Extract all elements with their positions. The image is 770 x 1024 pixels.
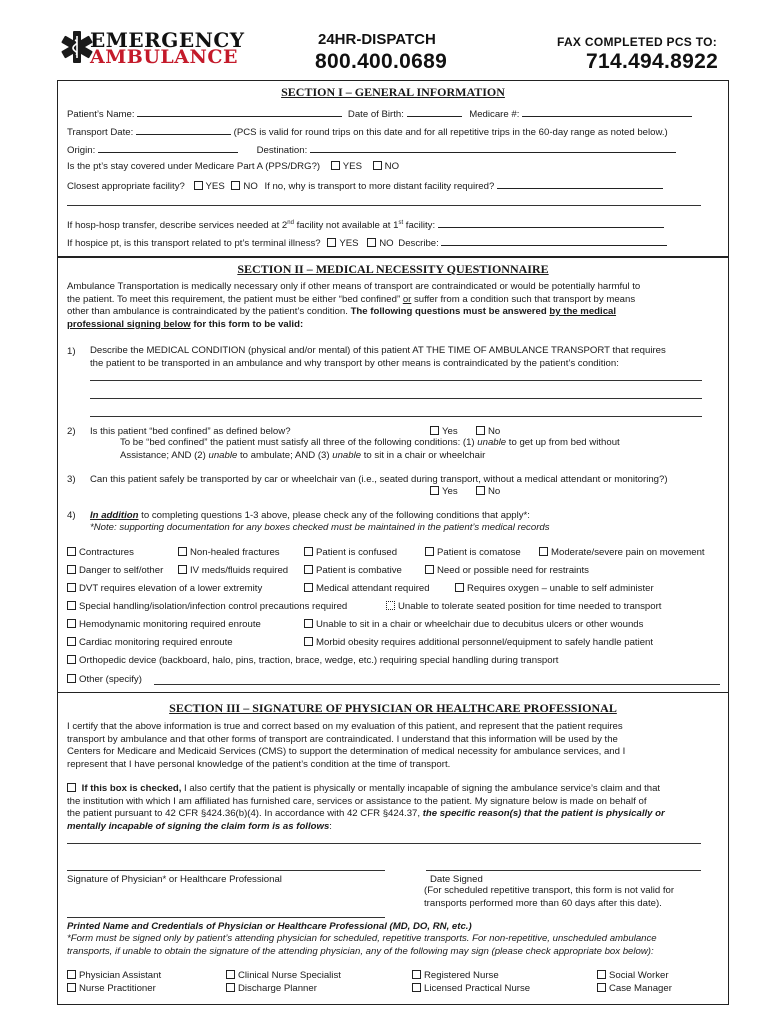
checkbox-icon — [67, 619, 76, 628]
intro-line-4: professional signing below for this form to be valid: — [67, 318, 304, 330]
cond-orthopedic[interactable]: Orthopedic device (backboard, halo, pins, traction, brace, wedge, etc.) requiring special handling during transport — [67, 655, 558, 666]
incapable-reason-line[interactable] — [67, 843, 701, 844]
dob-field[interactable] — [407, 107, 462, 117]
checkbox-icon — [304, 637, 313, 646]
printed-name-line[interactable] — [67, 917, 385, 918]
q4-number: 4) — [67, 510, 76, 521]
q2-text: Is this patient “bed confined” as defined below? — [90, 426, 291, 437]
closest-yes-checkbox[interactable]: YES — [194, 181, 225, 192]
checkbox-icon — [412, 983, 421, 992]
logo-text-bottom: AMBULANCE — [90, 46, 238, 68]
origin-destination-row — [67, 143, 676, 156]
section-1-general-information — [57, 80, 729, 258]
cond-obesity[interactable]: Morbid obesity requires additional personnel/equipment to safely handle patient — [304, 637, 653, 648]
checkbox-icon — [304, 547, 313, 556]
origin-field[interactable] — [98, 143, 238, 153]
checkbox-icon — [430, 486, 439, 495]
role-licensed-practical-nurse[interactable]: Licensed Practical Nurse — [412, 983, 530, 994]
checkbox-icon — [412, 970, 421, 979]
checkbox-icon — [304, 583, 313, 592]
destination-field[interactable] — [310, 143, 676, 153]
q1-answer-line-1[interactable] — [90, 380, 702, 381]
origin-label: Origin: — [67, 145, 96, 156]
checkbox-icon — [67, 637, 76, 646]
cond-dvt[interactable]: DVT requires elevation of a lower extremity — [67, 583, 262, 594]
transport-date-field[interactable] — [136, 125, 231, 135]
patient-name-field[interactable] — [137, 107, 342, 117]
transport-date-label: Transport Date: — [67, 127, 134, 138]
q3-number: 3) — [67, 474, 76, 485]
checkbox-icon — [67, 583, 76, 592]
patient-name-row — [67, 107, 692, 120]
incapable-certification: If this box is checked, I also certify that the patient is physically or mentally incapable of signing the ambulance service’s claim and that the institution with which I am affiliated has furnished care, services or assistance to the patient. My signature below is made on behalf of the patient pursuant to 42 CFR §424.36(b)(4). In accordance with 42 CFR §424.37, the specific reason(s) that the patient is physically or mentally incapable of signing the claim form is as follows: — [67, 783, 665, 832]
section-divider — [58, 256, 728, 257]
checkbox-icon — [304, 565, 313, 574]
cond-non-healed-fractures[interactable]: Non-healed fractures — [178, 547, 280, 558]
q3-yes-checkbox[interactable]: Yes — [430, 486, 458, 497]
q1-text: Describe the MEDICAL CONDITION (physical and/or mental) of this patient AT THE TIME OF AMBULANCE TRANSPORT that requires the patient to be transported in an ambulance and why transport by other means is contraindicated by the patient’s condition: — [90, 345, 666, 369]
cond-comatose[interactable]: Patient is comatose — [425, 547, 521, 558]
cond-seated-position[interactable]: Unable to tolerate seated position for time needed to transport — [386, 601, 661, 612]
destination-label: Destination: — [256, 145, 308, 156]
incapable-checkbox[interactable] — [67, 783, 76, 792]
checkbox-icon — [386, 601, 395, 610]
checkbox-icon — [67, 970, 76, 979]
checkbox-icon — [597, 970, 606, 979]
section-2-medical-necessity — [57, 256, 729, 693]
role-case-manager[interactable]: Case Manager — [597, 983, 672, 994]
part-a-no-checkbox[interactable]: NO — [373, 161, 399, 172]
dispatch-label: 24HR-DISPATCH — [318, 31, 436, 48]
part-a-yes-checkbox[interactable]: YES — [331, 161, 362, 172]
checkbox-icon — [226, 983, 235, 992]
checkbox-icon — [67, 983, 76, 992]
q2-yes-checkbox[interactable]: Yes — [430, 426, 458, 437]
bed-confined-definition: To be “bed confined” the patient must satisfy all three of the following conditions: (1) unable to get up from bed without Assistance; AND (2) unable to ambulate; AND (3) unable to sit in a chair or wheelchair — [120, 437, 620, 461]
describe-field[interactable] — [441, 236, 667, 246]
q1-answer-line-2[interactable] — [90, 398, 702, 399]
transport-date-row — [67, 125, 668, 138]
role-registered-nurse[interactable]: Registered Nurse — [412, 970, 499, 981]
signature-label: Signature of Physician* or Healthcare Professional — [67, 874, 282, 885]
date-signed-label: Date Signed — [430, 874, 483, 885]
patient-name-label: Patient’s Name: — [67, 109, 135, 120]
cond-medical-attendant[interactable]: Medical attendant required — [304, 583, 430, 594]
dispatch-number: 800.400.0689 — [315, 50, 448, 73]
checkbox-icon — [178, 547, 187, 556]
cond-danger[interactable]: Danger to self/other — [67, 565, 163, 576]
section-2-title: SECTION II – MEDICAL NECESSITY QUESTIONNAIRE — [237, 262, 549, 276]
checkbox-icon — [226, 970, 235, 979]
other-specify-line[interactable] — [154, 684, 720, 685]
q4-note: *Note: supporting documentation for any boxes checked must be maintained in the patient’s medical records — [90, 522, 550, 533]
checkbox-icon — [327, 238, 336, 247]
hospice-yes-checkbox[interactable]: YES — [327, 238, 358, 249]
q1-answer-line-3[interactable] — [90, 416, 702, 417]
distant-facility-question: If no, why is transport to more distant facility required? — [264, 181, 495, 192]
cond-combative[interactable]: Patient is combative — [304, 565, 402, 576]
checkbox-icon — [231, 181, 240, 190]
hospice-no-checkbox[interactable]: NO — [367, 238, 393, 249]
signature-line[interactable] — [67, 870, 385, 871]
cond-restraints[interactable]: Need or possible need for restraints — [425, 565, 589, 576]
cond-confused[interactable]: Patient is confused — [304, 547, 397, 558]
cond-cardiac[interactable]: Cardiac monitoring required enroute — [67, 637, 233, 648]
checkbox-icon — [67, 601, 76, 610]
role-physician-assistant[interactable]: Physician Assistant — [67, 970, 161, 981]
role-clinical-nurse-specialist[interactable]: Clinical Nurse Specialist — [226, 970, 341, 981]
cond-decubitus[interactable]: Unable to sit in a chair or wheelchair due to decubitus ulcers or other wounds — [304, 619, 643, 630]
intro-line-1: Ambulance Transportation is medically necessary only if other means of transport are contraindicated or would be potentially harmful to — [67, 281, 641, 292]
date-signed-line[interactable] — [426, 870, 701, 871]
logo-text-top: EMERGENCY — [90, 28, 245, 52]
section-divider — [58, 692, 728, 693]
hosp-transfer-label-3: facility: — [403, 220, 436, 231]
medicare-label: Medicare #: — [469, 109, 520, 120]
checkbox-icon — [425, 565, 434, 574]
cond-iv-meds[interactable]: IV meds/fluids required — [178, 565, 288, 576]
checkbox-icon — [194, 181, 203, 190]
checkbox-icon — [367, 238, 376, 247]
pcs-validity-note: (PCS is valid for round trips on this date and for all repetitive trips in the 60-day range as noted below.) — [233, 127, 668, 138]
certification-text: I certify that the above information is true and correct based on my evaluation of this patient, and represent that the patient requires transport by ambulance and that other forms of transport are contraindicated. I understand that this information will be used by the Centers for Medicare and Medicaid Services (CMS) to support the determination of medical necessity for ambulance services, and I represent that I have personal knowledge of the patient’s condition at the time of transport. — [67, 721, 626, 770]
cond-special-handling[interactable]: Special handling/isolation/infection control precautions required — [67, 601, 347, 612]
role-discharge-planner[interactable]: Discharge Planner — [226, 983, 317, 994]
signature-eligibility-note: *Form must be signed only by patient’s attending physician for scheduled, repetitive transports. For non-repetitive, unscheduled ambulance transports, if unable to obtain the signature of the attending physician, any of the following may sign (please check appropriate box below): — [67, 933, 657, 957]
cond-contractures[interactable]: Contractures — [67, 547, 134, 558]
checkbox-icon — [597, 983, 606, 992]
closest-facility-row — [67, 179, 663, 192]
closest-no-checkbox[interactable]: NO — [231, 181, 257, 192]
describe-label: Describe: — [398, 238, 439, 249]
hospice-row — [67, 236, 667, 249]
fax-number: 714.494.8922 — [586, 50, 719, 73]
intro-line-2: the patient. To meet this requirement, the patient must be either “bed confined” or suffer from a condition such that transport by means — [67, 293, 636, 305]
checkbox-icon — [455, 583, 464, 592]
section-3-signature — [57, 692, 729, 1005]
superscript-nd: nd — [287, 219, 294, 226]
section-2-intro — [67, 281, 717, 331]
hosp-transfer-field[interactable] — [438, 218, 664, 228]
medicare-field[interactable] — [522, 107, 692, 117]
superscript-st: st — [398, 219, 404, 226]
closest-facility-question: Closest appropriate facility? — [67, 181, 185, 192]
q4-text: In addition to completing questions 1-3 above, please check any of the following conditions that apply*: — [90, 510, 530, 521]
checkbox-icon — [178, 565, 187, 574]
q2-no-checkbox[interactable]: No — [476, 426, 500, 437]
q2-number: 2) — [67, 426, 76, 437]
medicare-part-a-row — [67, 161, 399, 172]
checkbox-icon — [476, 426, 485, 435]
checkbox-icon — [67, 565, 76, 574]
section-1-title: SECTION I – GENERAL INFORMATION — [281, 85, 505, 99]
checkbox-icon — [67, 674, 76, 683]
distant-facility-line[interactable] — [67, 205, 701, 206]
fax-label: FAX COMPLETED PCS TO: — [557, 35, 718, 49]
checkbox-icon — [67, 547, 76, 556]
role-social-worker[interactable]: Social Worker — [597, 970, 669, 981]
cond-oxygen[interactable]: Requires oxygen – unable to self administer — [455, 583, 654, 594]
checkbox-icon — [430, 426, 439, 435]
checkbox-icon — [331, 161, 340, 170]
hosp-transfer-label: If hosp-hosp transfer, describe services needed at 2 — [67, 220, 288, 231]
checkbox-icon — [67, 655, 76, 664]
checkbox-icon — [425, 547, 434, 556]
checkbox-icon — [476, 486, 485, 495]
section-3-title: SECTION III – SIGNATURE OF PHYSICIAN OR HEALTHCARE PROFESSIONAL — [169, 701, 617, 715]
hospice-question: If hospice pt, is this transport related to pt’s terminal illness? — [67, 238, 321, 249]
distant-facility-field[interactable] — [497, 179, 663, 189]
hosp-transfer-label-2: facility not available at 1 — [293, 220, 399, 231]
role-nurse-practitioner[interactable]: Nurse Practitioner — [67, 983, 156, 994]
checkbox-icon — [304, 619, 313, 628]
hosp-transfer-row — [67, 218, 664, 231]
printed-name-label: Printed Name and Credentials of Physician or Healthcare Professional (MD, DO, RN, etc.) — [67, 921, 472, 932]
date-validity-note: (For scheduled repetitive transport, this form is not valid for transports performed more than 60 days after this date). — [424, 885, 675, 909]
q3-no-checkbox[interactable]: No — [476, 486, 500, 497]
cond-other[interactable]: Other (specify) — [67, 674, 142, 685]
cond-pain-on-movement[interactable]: Moderate/severe pain on movement — [539, 547, 705, 558]
checkbox-icon — [539, 547, 548, 556]
star-of-life-icon — [60, 30, 94, 64]
part-a-question: Is the pt’s stay covered under Medicare Part A (PPS/DRG?) — [67, 161, 321, 172]
checkbox-icon — [373, 161, 382, 170]
intro-line-3: other than ambulance is contraindicated by the patient’s condition. The following questions must be answered by the medical — [67, 306, 617, 317]
cond-hemodynamic[interactable]: Hemodynamic monitoring required enroute — [67, 619, 261, 630]
company-logo — [60, 28, 245, 66]
q1-number: 1) — [67, 346, 76, 357]
q3-text: Can this patient safely be transported by car or wheelchair van (i.e., seated during transport, without a medical attendant or monitoring?) — [90, 474, 668, 485]
dob-label: Date of Birth: — [347, 109, 404, 120]
